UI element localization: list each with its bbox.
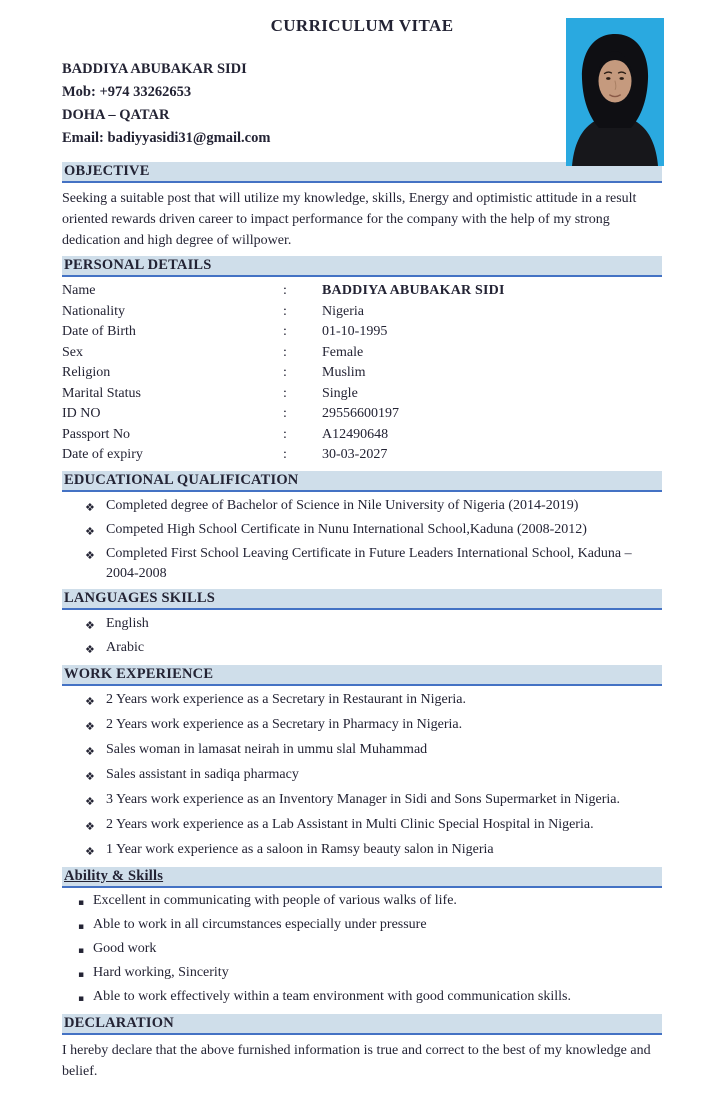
section-objective (62, 162, 662, 251)
detail-label: Passport No (62, 426, 131, 442)
personal-details-row (62, 445, 662, 466)
ability-skills-list-item (78, 939, 662, 962)
detail-separator: : (283, 406, 287, 421)
section-heading-education: EDUCATIONAL QUALIFICATION (62, 471, 662, 492)
personal-details-row (62, 404, 662, 425)
detail-label: ID NO (62, 406, 101, 421)
ability-skills-item-text: Hard working, Sincerity (93, 964, 229, 980)
language-item-text: English (106, 615, 149, 631)
detail-value: BADDIYA ABUBAKAR SIDI (322, 283, 505, 298)
applicant-photo (566, 18, 664, 166)
square-bullet-icon: ▪ (78, 969, 85, 980)
ability-skills-list-item (78, 987, 662, 1010)
contact-name: BADDIYA ABUBAKAR SIDI (62, 61, 247, 77)
personal-details-row (62, 363, 662, 384)
contact-location: DOHA – QATAR (62, 107, 170, 123)
ability-skills-list-item (78, 891, 662, 914)
personal-details-row (62, 384, 662, 405)
diamond-bullet-icon: ❖ (85, 694, 95, 708)
detail-value: 29556600197 (322, 406, 399, 421)
declaration-text: I hereby declare that the above furnished information is true and correct to the best of my knowledge and belief. (62, 1043, 651, 1079)
work-experience-item-text: Sales woman in lamasat neirah in ummu slal Muhammad (106, 741, 428, 757)
work-experience-item-text: 2 Years work experience as a Lab Assistant in Multi Clinic Special Hospital in Nigeria. (106, 816, 594, 832)
ability-skills-item-text: Excellent in communicating with people of various walks of life. (93, 892, 457, 908)
detail-value: Muslim (322, 365, 366, 380)
detail-label: Marital Status (62, 385, 141, 401)
diamond-bullet-icon: ❖ (85, 548, 95, 562)
diamond-bullet-icon: ❖ (85, 618, 95, 632)
ability-skills-item-text: Good work (93, 940, 157, 956)
detail-separator: : (283, 324, 287, 339)
diamond-bullet-icon: ❖ (85, 844, 95, 858)
language-list-item (85, 614, 662, 636)
section-ability-skills (62, 867, 662, 1010)
work-experience-item-text: 2 Years work experience as a Secretary in Restaurant in Nigeria. (106, 691, 466, 707)
work-experience-list (62, 690, 662, 862)
section-languages (62, 589, 662, 660)
work-experience-list-item (85, 715, 662, 737)
section-heading-objective: OBJECTIVE (62, 162, 662, 183)
work-experience-item-text: 2 Years work experience as a Secretary in Pharmacy in Nigeria. (106, 716, 463, 732)
detail-value: Single (322, 385, 358, 401)
detail-value: A12490648 (322, 426, 389, 442)
personal-details-table (62, 281, 662, 466)
section-heading-languages: LANGUAGES SKILLS (62, 589, 662, 610)
detail-separator: : (283, 303, 287, 319)
detail-separator: : (283, 447, 287, 462)
personal-details-row (62, 343, 662, 364)
objective-text: Seeking a suitable post that will utilize my knowledge, skills, Energy and optimistic attitude in a result oriented rewards driven career to impact performance for the company with the help of my strong dedication and high degree of willpower. (62, 191, 637, 248)
ability-skills-list-item (78, 963, 662, 986)
detail-label: Date of Birth (62, 324, 136, 339)
detail-value: Nigeria (322, 303, 364, 319)
detail-label: Religion (62, 365, 111, 380)
detail-label: Name (62, 283, 96, 298)
section-declaration (62, 1014, 662, 1082)
detail-separator: : (283, 385, 287, 401)
contact-mobile: Mob: +974 33262653 (62, 84, 192, 100)
detail-label: Sex (62, 344, 83, 360)
work-experience-item-text: 1 Year work experience as a saloon in Ramsy beauty salon in Nigeria (106, 841, 494, 857)
education-item-text: Competed High School Certificate in Nunu International School,Kaduna (2008-2012) (106, 521, 587, 537)
section-work-experience (62, 665, 662, 862)
education-list-item (85, 496, 662, 518)
ability-skills-item-text: Able to work effectively within a team environment with good communication skills. (93, 988, 571, 1004)
work-experience-list-item (85, 790, 662, 812)
diamond-bullet-icon: ❖ (85, 769, 95, 783)
page-title: CURRICULUM VITAE (270, 16, 454, 35)
section-personal-details (62, 256, 662, 466)
detail-label: Date of expiry (62, 447, 143, 462)
square-bullet-icon: ▪ (78, 897, 85, 908)
language-list-item (85, 638, 662, 660)
square-bullet-icon: ▪ (78, 993, 85, 1004)
personal-details-row (62, 302, 662, 323)
diamond-bullet-icon: ❖ (85, 819, 95, 833)
detail-label: Nationality (62, 303, 125, 319)
work-experience-item-text: Sales assistant in sadiqa pharmacy (106, 766, 299, 782)
detail-separator: : (283, 283, 287, 298)
personal-details-row (62, 425, 662, 446)
education-list-item (85, 520, 662, 542)
diamond-bullet-icon: ❖ (85, 524, 95, 538)
section-heading-personal-details: PERSONAL DETAILS (62, 256, 662, 277)
detail-value: 30-03-2027 (322, 447, 388, 462)
personal-details-row (62, 281, 662, 302)
section-heading-work-experience: WORK EXPERIENCE (62, 665, 662, 686)
section-education (62, 471, 662, 584)
diamond-bullet-icon: ❖ (85, 744, 95, 758)
education-list (62, 496, 662, 584)
work-experience-list-item (85, 765, 662, 787)
personal-details-row (62, 322, 662, 343)
language-item-text: Arabic (106, 639, 145, 655)
square-bullet-icon: ▪ (78, 945, 85, 956)
ability-skills-list (62, 891, 662, 1010)
ability-skills-heading-text: Ability & Skills (64, 867, 164, 884)
detail-value: 01-10-1995 (322, 324, 388, 339)
detail-separator: : (283, 344, 287, 360)
diamond-bullet-icon: ❖ (85, 794, 95, 808)
diamond-bullet-icon: ❖ (85, 500, 95, 514)
work-experience-item-text: 3 Years work experience as an Inventory Manager in Sidi and Sons Supermarket in Nigeria. (106, 791, 620, 807)
work-experience-list-item (85, 690, 662, 712)
detail-value: Female (322, 344, 364, 360)
diamond-bullet-icon: ❖ (85, 719, 95, 733)
work-experience-list-item (85, 815, 662, 837)
detail-separator: : (283, 365, 287, 380)
work-experience-list-item (85, 840, 662, 862)
ability-skills-list-item (78, 915, 662, 938)
contact-email: Email: badiyyasidi31@gmail.com (62, 130, 271, 146)
education-list-item (85, 544, 662, 584)
work-experience-list-item (85, 740, 662, 762)
languages-list (62, 614, 662, 660)
section-heading-ability-skills (62, 867, 662, 888)
education-item-text: Completed First School Leaving Certificate in Future Leaders International School, Kaduna – 2004-2008 (106, 545, 632, 581)
diamond-bullet-icon: ❖ (85, 642, 95, 656)
detail-separator: : (283, 426, 287, 442)
education-item-text: Completed degree of Bachelor of Science in Nile University of Nigeria (2014-2019) (106, 497, 579, 513)
square-bullet-icon: ▪ (78, 921, 85, 932)
portrait-illustration (566, 18, 664, 166)
ability-skills-item-text: Able to work in all circumstances especially under pressure (93, 916, 427, 932)
section-heading-declaration: DECLARATION (62, 1014, 662, 1035)
